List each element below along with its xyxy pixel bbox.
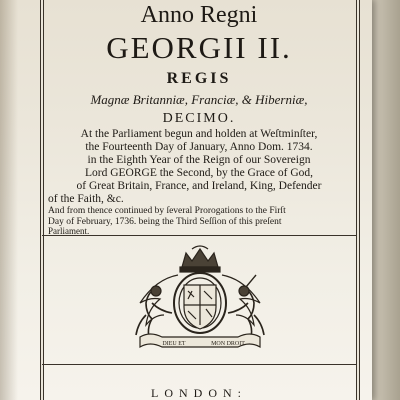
parliament-line: the Fourteenth Day of January, Anno Dom. 1734. [85,141,313,153]
heading-regis: REGIS [166,70,232,87]
divider-rule [42,235,356,236]
parliament-line: in the Eighth Year of the Reign of our Sovereign [87,154,311,166]
parliament-line: Lord GEORGE the Second, by the Grace of God, [84,167,314,179]
heading-realms: Magnæ Britanniæ, Franciæ, & Hiberniæ, [90,92,308,107]
prorogation-line: And from thence continued by ſeveral Prorogations to the Firſt [48,206,286,216]
divider-rule [42,364,356,365]
motto-left: DIEU ET [162,341,186,347]
heading-decimo: DECIMO. [162,111,236,126]
motto-right: MON DROIT [211,341,245,347]
heading-georgii: GEORGII II. [106,30,292,65]
prorogation-line: Parliament. [48,226,90,236]
parliament-line: of the Faith, &c. [48,193,124,205]
heading-anno-regni: Anno Regni [140,2,258,28]
prorogation-line: Day of February, 1736. being the Third Seſſion of this preſent [48,217,282,227]
imprint-london: LONDON: [151,386,247,400]
parliament-line: of Great Britain, France, and Ireland, King, Defender [76,180,322,192]
parliament-line: At the Parliament begun and holden at Weſtminſter, [80,128,318,140]
royal-coat-of-arms-icon [112,245,288,357]
